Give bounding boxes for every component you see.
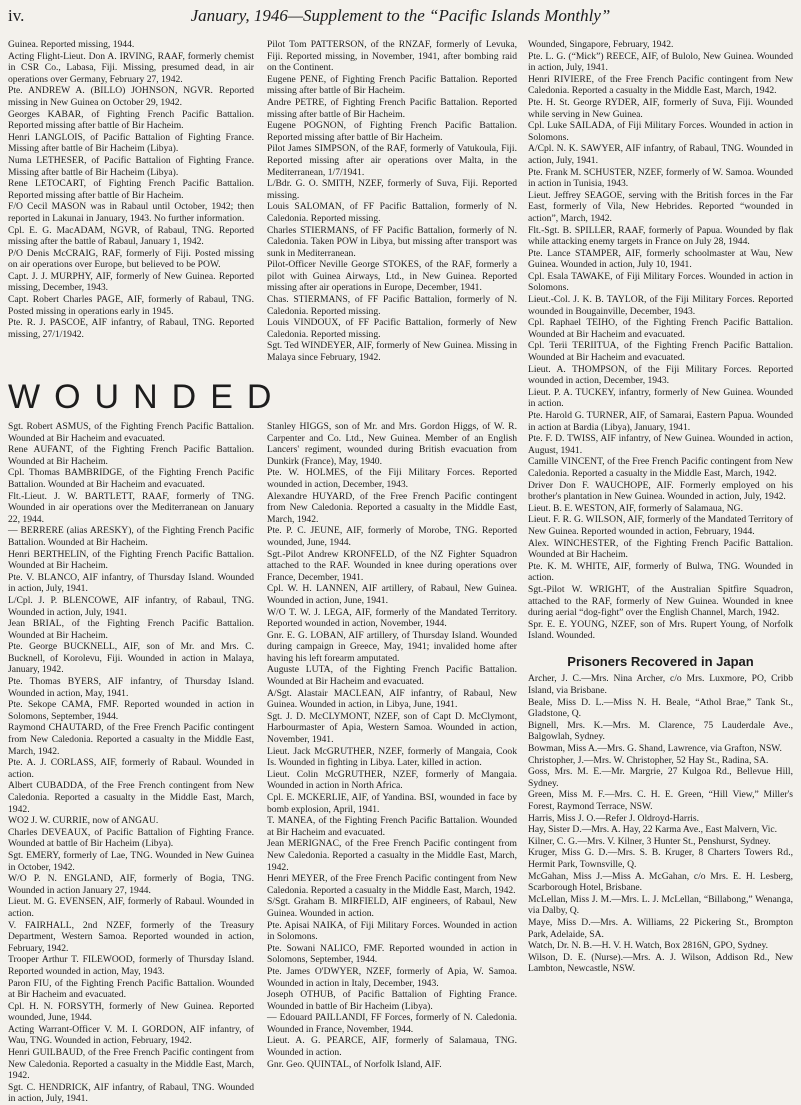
entry: Henri GUILBAUD, of the Free French Pacific contingent from New Caledonia. Reported a casualty in the Middle East, March, 1942.: [8, 1047, 254, 1082]
entry: — BERRERE (alias ARESKY), of the Fighting French Pacific Battalion. Wounded at Bir Hacheim.: [8, 525, 254, 548]
entry: WO2 J. W. CURRIE, now of ANGAU.: [8, 815, 159, 827]
entry: Pilot-Officer Neville George STOKES, of the RAF, formerly a pilot with Guinea Airways, Ltd., in New Guinea. Reported missing after air operations in Europe, December, 1941.: [267, 259, 517, 294]
entry: Lieut. Colin McGRUTHER, NZEF, formerly of Mangaia. Wounded in action in North Africa.: [267, 768, 517, 792]
wounded-column-middle: [267, 421, 517, 1070]
entry: Bignell, Mrs. K.—Mrs. M. Clarence, 75 Lauderdale Ave., Balgowlah, Sydney.: [528, 719, 793, 743]
entry: Pte. H. St. George RYDER, AIF, formerly of Suva, Fiji. Wounded while serving in New Guinea.: [528, 96, 793, 120]
entry: Trooper Arthur T. FILEWOOD, formerly of Thursday Island. Reported wounded in action, May, 1943.: [8, 954, 254, 977]
entry: Lieut. M. G. EVENSEN, AIF, formerly of Rabaul. Wounded in action.: [8, 896, 254, 919]
entry: Green, Miss M. F.—Mrs. C. H. E. Green, “Hill View,” Miller's Forest, Raymond Terrace, NSW.: [528, 789, 793, 812]
entry: Maye, Miss D.—Mrs. A. Williams, 22 Pickering St., Brompton Park, Adelaide, SA.: [528, 916, 793, 940]
entry: Pte. L. G. (“Mick”) REECE, AIF, of Bulolo, New Guinea. Wounded in action, July, 1941.: [528, 50, 793, 74]
entry: Archer, J. C.—Mrs. Nina Archer, c/o Mrs. Luxmore, PO, Cribb Island, via Brisbane.: [528, 673, 793, 697]
entry: L/Cpl. J. P. BLENCOWE, AIF infantry, of Rabaul, TNG. Wounded in action, July, 1941.: [8, 594, 254, 618]
entry: Wilson, D. E. (Nurse).—Mrs. A. J. Wilson, Addison Rd., New Lambton, Newcastle, NSW.: [528, 951, 793, 975]
entry: Henri RIVIERE, of the Free French Pacific contingent from New Caledonia. Reported a casualty in the Middle East, March, 1942.: [528, 73, 793, 97]
entry: Cpl. Terii TERIITUA, of the Fighting French Pacific Battalion. Wounded at Bir Hacheim and evacuated.: [528, 340, 793, 364]
entry: Louis SALOMAN, of FF Pacific Battalion, formerly of N. Caledonia. Reported missing.: [267, 201, 517, 224]
section-title-wounded: WOUNDED: [8, 378, 286, 416]
entry: Kruger, Miss G. D.—Mrs. S. B. Kruger, 8 Charters Towers Rd., Hermit Park, Townsville, Q.: [528, 847, 793, 870]
section-title-prisoners: Prisoners Recovered in Japan: [567, 653, 754, 669]
entry: P/O Denis McCRAIG, RAF, formerly of Fiji. Posted missing on air operations over Europe, but believed to be POW.: [8, 247, 254, 271]
entry: Beale, Miss D. L.—Miss N. H. Beale, “Athol Brae,” Tank St., Gladstone, Q.: [528, 696, 793, 720]
entry: Joseph OTHUB, of Pacific Battalion of Fighting France. Wounded in battle of Bir Hacheim (Libya).: [267, 989, 517, 1012]
entry: Jean BRIAL, of the Fighting French Pacific Battalion. Wounded at Bir Hacheim.: [8, 618, 254, 641]
entry: Charles DEVEAUX, of Pacific Battalion of Fighting France. Wounded at battle of Bir Hacheim (Libya).: [8, 826, 254, 850]
entry: Chas. STIERMANS, of FF Pacific Battalion, formerly of N. Caledonia. Reported missing.: [267, 294, 517, 317]
entry: Driver Don F. WAUCHOPE, AIF. Formerly employed on his brother's plantation in New Guinea. Wounded in action, July, 1942.: [528, 479, 793, 503]
entry: Pte. Sekope CAMA, FMF. Reported wounded in action in Solomons, September, 1944.: [8, 699, 254, 722]
entry: Sgt. Robert ASMUS, of the Fighting French Pacific Battalion. Wounded at Bir Hacheim and evacuated.: [8, 421, 254, 444]
wounded-column-left: [8, 421, 254, 1105]
entry: Pte. F. D. TWISS, AIF infantry, of New Guinea. Wounded in action, August, 1941.: [528, 433, 793, 456]
entry: Camille VINCENT, of the Free French Pacific contingent from New Caledonia. Reported a casualty in the Middle East, March, 1942.: [528, 456, 793, 479]
prisoners-list: [528, 673, 793, 974]
entry: Sgt. J. D. McCLYMONT, NZEF, son of Capt D. McClymont, Harbourmaster of Apia, Western Samoa. Wounded in action, November, 1941.: [267, 710, 517, 746]
entry: Lieut. F. R. G. WILSON, AIF, formerly of the Mandated Territory of New Guinea. Reported wounded in action, February, 1944.: [528, 514, 793, 537]
entry: Raymond CHAUTARD, of the Free French Pacific contingent from New Caledonia. Reported a casualty in the Middle East, March, 1942.: [8, 722, 254, 757]
entry: Rene LETOCART, of Fighting French Pacific Battalion. Reported missing after battle of Bir Hacheim.: [8, 178, 254, 201]
entry: Acting Warrant-Officer V. M. I. GORDON, AIF infantry, of Wau, TNG. Wounded in action, February, 1942.: [8, 1023, 254, 1047]
wounded-continued: [528, 39, 793, 642]
entry: Lieut. B. E. WESTON, AIF, formerly of Salamaua, NG.: [528, 502, 743, 514]
entry: W/O T. W. J. LEGA, AIF, formerly of the Mandated Territory. Reported wounded in action, November, 1944.: [267, 606, 517, 630]
entry: Paron FIU, of the Fighting French Pacific Battalion. Wounded at Bir Hacheim and evacuated.: [8, 977, 254, 1001]
entry: Cpl. Luke SAILADA, of Fiji Military Forces. Wounded in action in Solomons.: [528, 120, 793, 143]
entry: Watch, Dr. N. B.—H. V. H. Watch, Box 2816N, GPO, Sydney.: [528, 940, 769, 952]
entry: Lieut. P. A. TUCKEY, infantry, formerly of New Guinea. Wounded in action.: [528, 386, 793, 410]
page-number: iv.: [8, 6, 25, 25]
entry: S/Sgt. Graham B. MIRFIELD, AIF engineers, of Rabaul, New Guinea. Wounded in action.: [267, 896, 517, 919]
entry: Georges KABAR, of Fighting French Pacific Battalion. Reported missing after battle of Bir Hacheim.: [8, 108, 254, 132]
entry: Pte. K. M. WHITE, AIF, formerly of Bulwa, TNG. Wounded in action.: [528, 560, 793, 584]
entry: Sgt.-Pilot Andrew KRONFELD, of the NZ Fighter Squadron attached to the RAF. Wounded in knee during operations over France, December, 1941.: [267, 548, 517, 583]
entry: Cpl. Esala TAWAKE, of Fiji Military Forces. Wounded in action in Solomons.: [528, 270, 793, 294]
entry: Cpl. Raphael TEIHO, of the Fighting French Pacific Battalion. Wounded at Bir Hacheim and evacuated.: [528, 317, 793, 340]
missing-column-left: [8, 39, 254, 369]
running-header: January, 1946—Supplement to the “Pacific Islands Monthly”: [190, 6, 611, 25]
entry: Lieut. Jack McGRUTHER, NZEF, formerly of Mangaia, Cook Is. Wounded in fighting in Libya. Later, killed in action.: [267, 745, 517, 769]
entry: Cpl. H. N. FORSYTH, formerly of New Guinea. Reported wounded, June, 1944.: [8, 1000, 254, 1024]
entry: Sgt.-Pilot W. WRIGHT, of the Australian Spitfire Squadron, attached to the RAF, formerly of New Guinea. Wounded in knee during aerial “dog-fight” over the English Channel, March, 1942.: [528, 583, 793, 619]
entry: McLellan, Miss J. M.—Mrs. L. J. McLellan, “Billabong,” Wenanga, via Dalby, Q.: [528, 893, 793, 917]
entry: Pte. W. HOLMES, of the Fiji Military Forces. Reported wounded in action, December, 1943.: [267, 467, 517, 490]
entry: Lieut. A. THOMPSON, of the Fiji Military Forces. Reported wounded in action, December, 1943.: [528, 363, 793, 387]
entry: Andre PETRE, of Fighting French Pacific Battalion. Reported missing after battle of Bir Hacheim.: [267, 96, 517, 120]
entry: Sgt. C. HENDRICK, AIF infantry, of Rabaul, TNG. Wounded in action, July, 1941.: [8, 1081, 254, 1105]
entry: Hay, Sister D.—Mrs. A. Hay, 22 Karma Ave., East Malvern, Vic.: [528, 824, 778, 836]
entry: McGahan, Miss J.—Miss A. McGahan, c/o Mrs. E. H. Lesberg, Scarborough Hotel, Brisbane.: [528, 870, 793, 894]
entry: Sgt. Ted WINDEYER, AIF, formerly of New Guinea. Missing in Malaya since February, 1942.: [267, 340, 517, 364]
entry: Spr. E. E. YOUNG, NZEF, son of Mrs. Rupert Young, of Norfolk Island. Wounded.: [528, 618, 793, 642]
entry: Eugene PENE, of Fighting French Pacific Battalion. Reported missing after battle of Bir Hacheim.: [267, 73, 517, 97]
entry: Pte. James O'DWYER, NZEF, formerly of Apia, W. Samoa. Wounded in action in Italy, December, 1943.: [267, 965, 517, 989]
entry: Jean MERIGNAC, of the Free French Pacific contingent from New Caledonia. Reported a casualty in the Middle East, March, 1942.: [267, 838, 517, 873]
entry: Acting Flight-Lieut. Don A. IRVING, RAAF, formerly chemist in CSR Co., Labasa, Fiji. Missing, presumed dead, in air operations over Germany, February 27, 1942.: [8, 50, 254, 85]
entry: Wounded, Singapore, February, 1942.: [528, 39, 674, 50]
entry: Goss, Mrs. M. E.—Mr. Margrie, 27 Kulgoa Rd., Bellevue Hill, Sydney.: [528, 766, 793, 789]
entry: — Edouard PAILLANDI, FF Forces, formerly of N. Caledonia. Wounded in France, November, 1944.: [267, 1012, 517, 1035]
entry: Cpl. W. H. LANNEN, AIF artillery, of Rabaul, New Guinea. Wounded in action, June, 1941.: [267, 583, 517, 606]
entry: Flt.-Lieut. J. W. BARTLETT, RAAF, formerly of TNG. Wounded in air operations over the Mediterranean on January 22, 1944.: [8, 490, 254, 525]
entry: Cpl. E. MCKERLIE, AIF, of Yandina. BSI, wounded in face by bomb explosion, April, 1941.: [267, 792, 517, 815]
entry: Albert CUBADDA, of the Free French contingent from New Caledonia. Reported a casualty in the Middle East, March, 1942.: [8, 780, 254, 815]
entry: Gnr. E. G. LOBAN, AIF artillery, of Thursday Island. Wounded during campaign in Greece, May, 1941; invalided home after having his left forearm amputated.: [267, 629, 517, 664]
entry: Pte. ANDREW A. (BILLO) JOHNSON, NGVR. Reported missing in New Guinea on October 29, 1942.: [8, 85, 254, 108]
entry: Pte. Frank M. SCHUSTER, NZEF, formerly of W. Samoa. Wounded in action in Tunisia, 1943.: [528, 166, 793, 190]
entry: Gnr. Geo. QUINTAL, of Norfolk Island, AIF.: [267, 1058, 442, 1070]
entry: Pte. George BUCKNELL, AIF, son of Mr. and Mrs. C. Bucknell, of Korolevu, Fiji. Wounded in action in Malaya, January, 1942.: [8, 641, 254, 676]
entry: Henri LANGLOIS, of Pacific Battalion of Fighting France. Missing after battle of Bir Hacheim (Libya).: [8, 131, 254, 155]
entry: Cpl. Thomas BAMBRIDGE, of the Fighting French Pacific Battalion. Wounded at Bir Hacheim and evacuated.: [8, 467, 254, 490]
entry: Henri MEYER, of the Free French Pacific contingent from New Caledonia. Reported a casualty in the Middle East, March, 1942.: [267, 873, 517, 896]
entry: Eugene POGNON, of Fighting French Pacific Battalion. Reported missing after battle of Bir Hacheim.: [267, 120, 517, 143]
missing-column-middle: [267, 39, 517, 369]
entry: Christopher, J.—Mrs. W. Christopher, 52 Hay St., Radina, SA.: [528, 754, 769, 766]
entry: Charles STIERMANS, of FF Pacific Battalion, formerly of N. Caledonia. Taken POW in Libya, but missing after transport was sunk in Mediterranean.: [267, 224, 517, 259]
entry: Pilot James SIMPSON, of the RAF, formerly of Vatukoula, Fiji. Reported missing after air operations over Malta, in the Mediterranean, 1/7/1941.: [267, 143, 517, 178]
right-column: [528, 39, 793, 1039]
entry: Pte. Apisai NAIKA, of Fiji Military Forces. Wounded in action in Solomons.: [267, 919, 517, 943]
entry: Lieut.-Col. J. K. B. TAYLOR, of the Fiji Military Forces. Reported wounded in Bougainville, December, 1943.: [528, 294, 793, 317]
entry: Lieut. A. G. PEARCE, AIF, formerly of Salamaua, TNG. Wounded in action.: [267, 1035, 517, 1059]
entry: Pte. Thomas BYERS, AIF infantry, of Thursday Island. Wounded in action, May, 1941.: [8, 676, 254, 699]
entry: Kilner, C. G.—Mrs. V. Kilner, 3 Hunter St., Penshurst, Sydney.: [528, 835, 771, 847]
entry: A/Sgt. Alastair MACLEAN, AIF infantry, of Rabaul, New Guinea. Wounded in action, in Libya, June, 1941.: [267, 687, 517, 711]
entry: F/O Cecil MASON was in Rabaul until October, 1942; then reported in Lakunai in January, 1943. No further information.: [8, 201, 254, 224]
entry: Bowman, Miss A.—Mrs. G. Shand, Lawrence, via Grafton, NSW.: [528, 743, 782, 755]
entry: Stanley HIGGS, son of Mr. and Mrs. Gordon Higgs, of W. R. Carpenter and Co. Ltd., New Guinea. Member of an English Lancers' regiment, wounded during British evacuation from Dunkirk (France), May, 1940.: [267, 421, 517, 467]
entry: Harris, Miss J. O.—Refer J. Oldroyd-Harris.: [528, 812, 700, 824]
entry: V. FAIRHALL, 2nd NZEF, formerly of the Treasury Department, Western Samoa. Reported wounded in action, February, 1942.: [8, 919, 254, 954]
entry: Numa LETHESER, of Pacific Battalion of Fighting France. Missing after battle of Bir Hacheim (Libya).: [8, 154, 254, 178]
entry: Alexandre HUYARD, of the Free French Pacific contingent from New Caledonia. Reported a casualty in the Middle East, March, 1942.: [267, 490, 517, 525]
entry: Pilot Tom PATTERSON, of the RNZAF, formerly of Levuka, Fiji. Reported missing, in November, 1941, after bombing raid on the Continent.: [267, 39, 517, 74]
entry: Flt.-Sgt. B. SPILLER, RAAF, formerly of Papua. Wounded by flak while attacking enemy targets in France on July 28, 1944.: [528, 224, 793, 248]
entry: Pte. Harold G. TURNER, AIF, of Samarai, Eastern Papua. Wounded in action at Bardia (Libya), January, 1941.: [528, 410, 793, 433]
entry: Pte. A. J. CORLASS, AIF, formerly of Rabaul. Wounded in action.: [8, 757, 254, 780]
entry: Louis VINDOUX, of FF Pacific Battalion, formerly of New Caledonia. Reported missing.: [267, 317, 517, 340]
entry: Pte. V. BLANCO, AIF infantry, of Thursday Island. Wounded in action, July, 1941.: [8, 571, 254, 595]
entry: L/Bdr. G. O. SMITH, NZEF, formerly of Suva, Fiji. Reported missing.: [267, 178, 517, 201]
entry: Pte. Lance STAMPER, AIF, formerly schoolmaster at Wau, New Guinea. Wounded in action, July 10, 1941.: [528, 247, 793, 271]
entry: Guinea. Reported missing, 1944.: [8, 39, 135, 50]
entry: Rene AUFANT, of the Fighting French Pacific Battalion. Wounded at Bir Hacheim.: [8, 444, 254, 467]
entry: Auguste LUTA, of the Fighting French Pacific Battalion. Wounded at Bir Hacheim and evacuated.: [267, 664, 517, 688]
entry: W/O P. N. ENGLAND, AIF, formerly of Bogia, TNG. Wounded in action January 27, 1944.: [8, 873, 254, 896]
entry: T. MANEA, of the Fighting French Pacific Battalion. Wounded at Bir Hacheim and evacuated.: [267, 815, 517, 838]
entry: Capt. Robert Charles PAGE, AIF, formerly of Rabaul, TNG. Posted missing in operations early in 1945.: [8, 294, 254, 317]
entry: Pte. P. C. JEUNE, AIF, formerly of Morobe, TNG. Reported wounded, June, 1944.: [267, 525, 517, 548]
entry: Lieut. Jeffrey SEAGOE, serving with the British forces in the Far East, formerly of Vila, New Hebrides. Reported “wounded in action”, March, 1942.: [528, 189, 793, 224]
entry: Henri BERTHELIN, of the Fighting French Pacific Battalion. Wounded at Bir Hacheim.: [8, 548, 254, 572]
entry: Capt. J. J. MURPHY, AIF, formerly of New Guinea. Reported missing, December, 1943.: [8, 270, 254, 294]
entry: Pte. R. J. PASCOE, AIF infantry, of Rabaul, TNG. Reported missing, 27/1/1942.: [8, 317, 254, 340]
entry: A/Cpl. N. K. SAWYER, AIF infantry, of Rabaul, TNG. Wounded in action, July, 1941.: [528, 143, 793, 166]
entry: Sgt. EMERY, formerly of Lae, TNG. Wounded in New Guinea in October, 1942.: [8, 849, 254, 873]
entry: Alex. WINCHESTER, of the Fighting French Pacific Battalion. Wounded at Bir Hacheim.: [528, 537, 793, 561]
entry: Pte. Sowani NALICO, FMF. Reported wounded in action in Solomons, September, 1944.: [267, 942, 517, 966]
entry: Cpl. E. G. MacADAM, NGVR, of Rabaul, TNG. Reported missing after the battle of Rabaul, January 1, 1942.: [8, 224, 254, 248]
